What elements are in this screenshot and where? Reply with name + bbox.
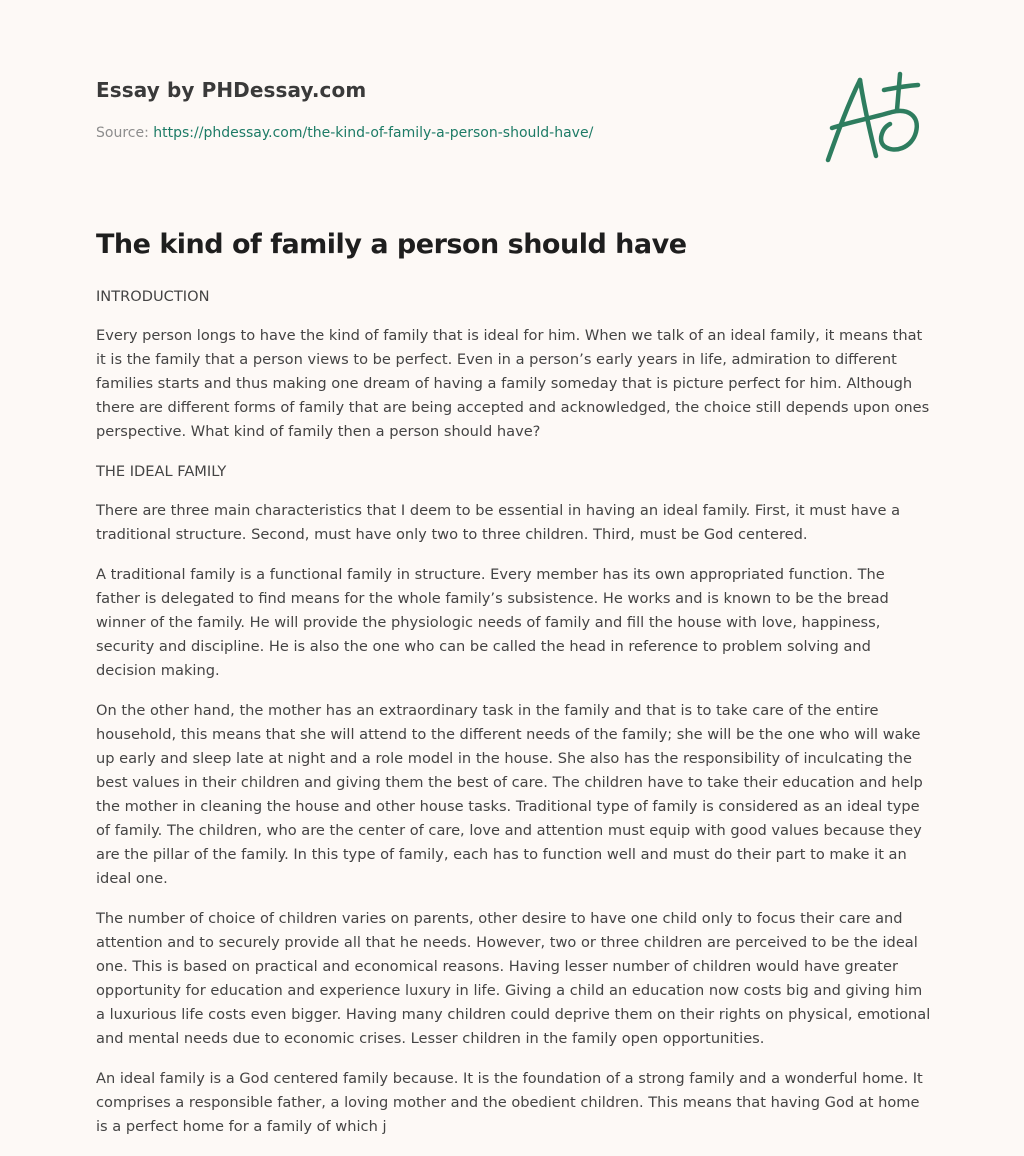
paragraph: Every person longs to have the kind of family that is ideal for him. When we talk of an ideal family, it means that it is the family that a person views to be perfect. Even in a person’s early years in life, admiration to different families starts and thus making one dream of having a family someday that is picture perfect for him. Although there are different forms of family that are being accepted and acknowledged, the choice still depends upon ones perspective. What kind of family then a person should have?	[96, 327, 930, 440]
brand-name: Essay by PHDessay.com	[96, 78, 367, 102]
paragraph: There are three main characteristics that I deem to be essential in having an ideal family. First, it must have a traditional structure. Second, must have only two to three children. Third, must be God centered.	[96, 502, 901, 543]
section-heading-ideal-family: THE IDEAL FAMILY	[96, 463, 227, 480]
paragraph: On the other hand, the mother has an extraordinary task in the family and that is to take care of the entire household, this means that she will attend to the different needs of the family; she will be the one who will wake up early and sleep late at night and a role model in the house. She also has the responsibility of inculcating the best values in their children and giving them the best of care. The children have to take their education and help the mother in cleaning the house and other house tasks. Traditional type of family is considered as an ideal type of family. The children, who are the center of care, love and attention must equip with good values because they are the pillar of the family. In this type of family, each has to function well and must do their part to make it an ideal one.	[96, 702, 923, 887]
source-link[interactable]: https://phdessay.com/the-kind-of-family-a-person-should-have/	[153, 125, 594, 141]
a-plus-grade-logo	[820, 66, 930, 166]
essay-title: The kind of family a person should have	[96, 229, 687, 260]
source-label: Source:	[96, 125, 154, 141]
section-heading-introduction: INTRODUCTION	[96, 288, 210, 305]
essay-header	[96, 76, 796, 143]
paragraph: An ideal family is a God centered family because. It is the foundation of a strong family and a wonderful home. It comprises a responsible father, a loving mother and the obedient children. This means that having God at home is a perfect home for a family of which j	[96, 1070, 923, 1135]
essay-body	[96, 285, 932, 1155]
source-line	[96, 123, 796, 143]
paragraph: The number of choice of children varies on parents, other desire to have one child only to focus their care and attention and to securely provide all that he needs. However, two or three children are perceived to be the ideal one. This is based on practical and economical reasons. Having lesser number of children would have greater opportunity for education and experience luxury in life. Giving a child an education now costs big and giving him a luxurious life costs even bigger. Having many children could deprive them on their rights on physical, emotional and mental needs due to economic crises. Lesser children in the family open opportunities.	[96, 910, 931, 1047]
paragraph: A traditional family is a functional family in structure. Every member has its own appropriated function. The father is delegated to find means for the whole family’s subsistence. He works and is known to be the bread winner of the family. He will provide the physiologic needs of family and fill the house with love, happiness, security and discipline. He is also the one who can be called the head in reference to problem solving and decision making.	[96, 566, 889, 679]
